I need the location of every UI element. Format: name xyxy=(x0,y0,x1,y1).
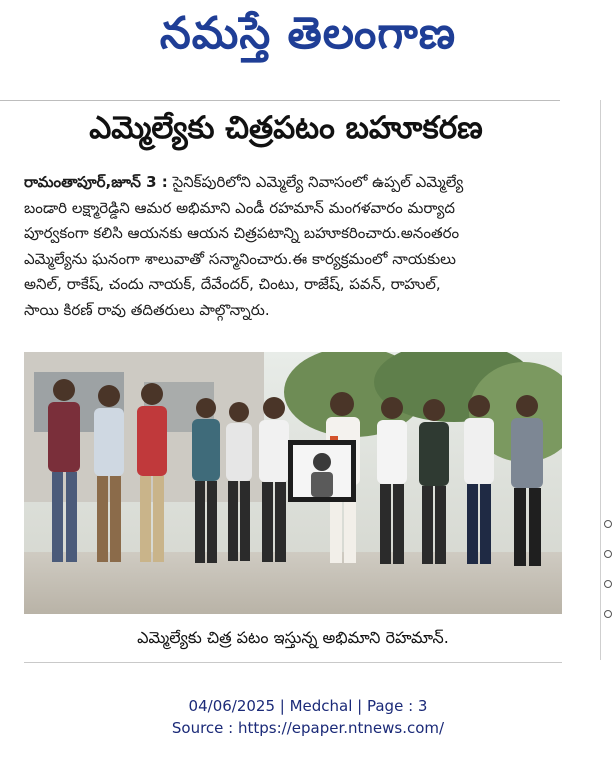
article-line xyxy=(24,170,572,196)
divider xyxy=(0,100,560,101)
article-line: సాయి కిరణ్ రావు తదితరులు పాల్గొన్నారు. xyxy=(24,300,270,319)
divider xyxy=(24,662,562,663)
article-line-text: సైనిక్‌పురిలోని ఎమ్మెల్యే నివాసంలో ఉప్పల్ ఎమ్మెల్యే xyxy=(172,173,464,191)
newspaper-title: నమస్తే తెలంగాణ xyxy=(159,8,457,59)
dateline: రామంతాపూర్,జూన్ 3 : xyxy=(24,173,168,191)
article-line: అనిల్, రాకేష్, చందు నాయక్, దేవేందర్, చింటు, రాజేష్, పవన్, రాహుల్, xyxy=(24,275,441,293)
photo-caption: ఎమ్మెల్యేకు చిత్ర పటం ఇస్తున్న అభిమాని రెహమాన్. xyxy=(137,628,449,647)
edition-info: 04/06/2025 | Medchal | Page : 3 xyxy=(188,697,428,715)
adjacent-column-edge xyxy=(604,520,616,670)
article-line: ఎమ్మెల్యేను ఘనంగా శాలువాతో సన్మానించారు.ఈ కార్యక్రమంలో నాయకులు xyxy=(24,249,456,268)
article-line: బండారి లక్ష్మారెడ్డిని ఆమర అభిమాని ఎండీ రహమాన్ మంగళవారం మర్యాద xyxy=(24,198,455,217)
article-line: పూర్వకంగా కలిసి ఆయనకు ఆయన చిత్రపటాన్ని బహూకరించారు.అనంతరం xyxy=(24,224,460,242)
group-photo-illustration xyxy=(24,352,562,614)
masthead xyxy=(0,0,616,78)
column-divider xyxy=(600,100,601,660)
news-photo xyxy=(24,352,562,614)
article-body xyxy=(24,170,572,323)
source-link[interactable]: Source : https://epaper.ntnews.com/ xyxy=(171,719,445,737)
article-headline: ఎమ్మెల్యేకు చిత్రపటం బహూకరణ xyxy=(89,110,483,146)
